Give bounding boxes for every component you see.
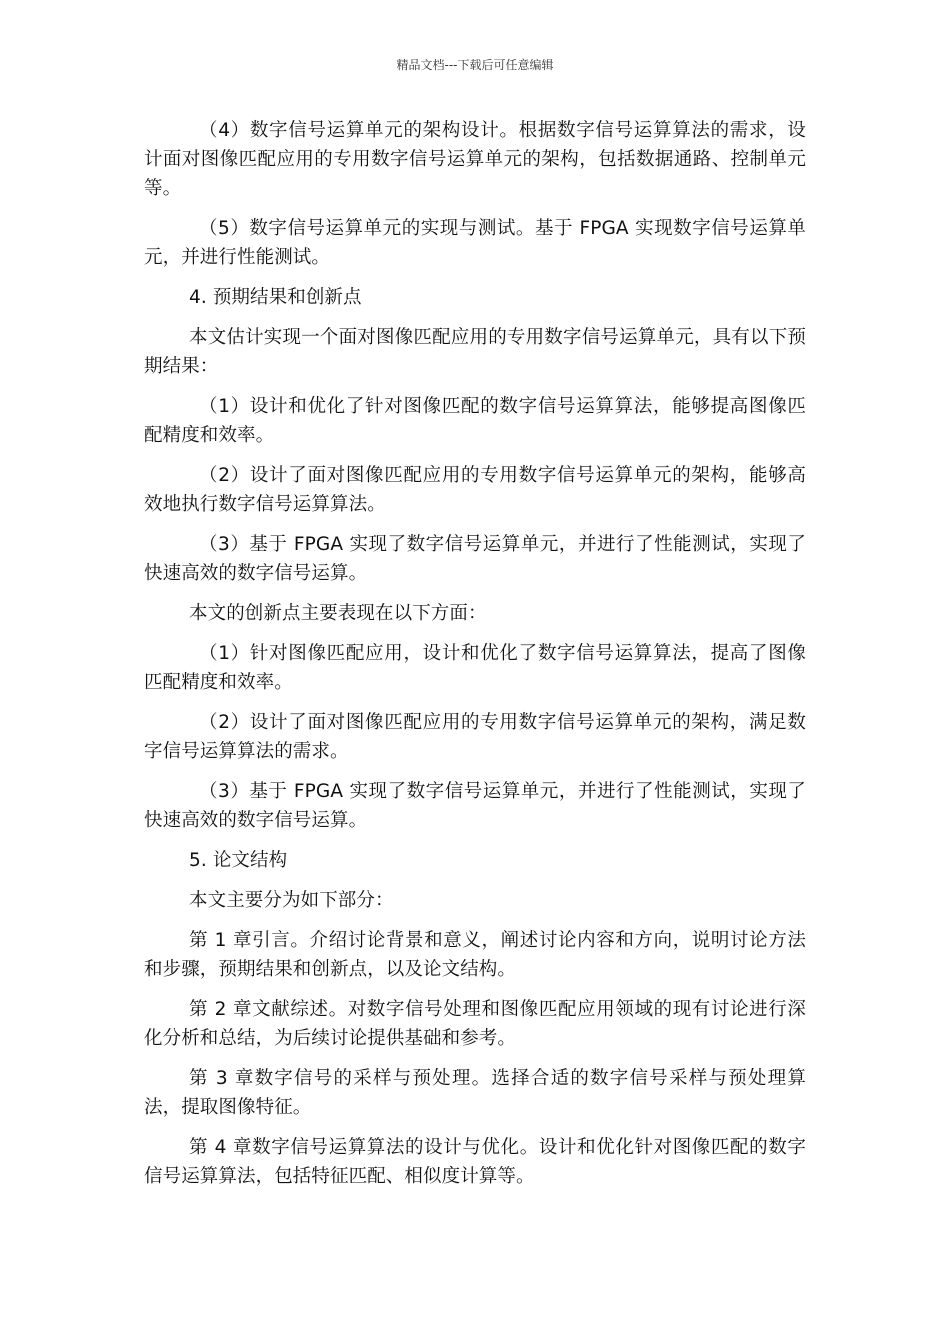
paragraph-innovation-3: （3）基于 FPGA 实现了数字信号运算单元，并进行了性能测试，实现了快速高效的数字信号运算。 <box>144 781 806 831</box>
paragraph-expected-intro: 本文估计实现一个面对图像匹配应用的专用数字信号运算单元，具有以下预期结果： <box>144 327 806 377</box>
paragraph-chapter-3: 第 3 章数字信号的采样与预处理。选择合适的数字信号采样与预处理算法，提取图像特征。 <box>144 1068 806 1118</box>
section-heading-thesis-structure: 5. 论文结构 <box>189 850 288 871</box>
paragraph-innovation-intro: 本文的创新点主要表现在以下方面： <box>189 603 487 624</box>
paragraph-result-1: （1）设计和优化了针对图像匹配的数字信号运算算法，能够提高图像匹配精度和效率。 <box>144 396 806 446</box>
paragraph-result-3: （3）基于 FPGA 实现了数字信号运算单元，并进行了性能测试，实现了快速高效的数字信号运算。 <box>144 534 806 584</box>
paragraph-item-5: （5）数字信号运算单元的实现与测试。基于 FPGA 实现数字信号运算单元，并进行性能测试。 <box>144 218 806 268</box>
paragraph-innovation-2: （2）设计了面对图像匹配应用的专用数字信号运算单元的架构，满足数字信号运算算法的需求。 <box>144 712 806 762</box>
paragraph-innovation-1: （1）针对图像匹配应用，设计和优化了数字信号运算算法，提高了图像匹配精度和效率。 <box>144 643 806 693</box>
section-heading-expected-results: 4. 预期结果和创新点 <box>189 287 362 308</box>
paragraph-structure-intro: 本文主要分为如下部分： <box>189 890 394 911</box>
paragraph-result-2: （2）设计了面对图像匹配应用的专用数字信号运算单元的架构，能够高效地执行数字信号运算算法。 <box>144 465 806 515</box>
paragraph-chapter-4: 第 4 章数字信号运算算法的设计与优化。设计和优化针对图像匹配的数字信号运算算法，包括特征匹配、相似度计算等。 <box>144 1137 806 1187</box>
paragraph-chapter-2: 第 2 章文献综述。对数字信号处理和图像匹配应用领域的现有讨论进行深化分析和总结，为后续讨论提供基础和参考。 <box>144 999 806 1049</box>
paragraph-item-4: （4）数字信号运算单元的架构设计。根据数字信号运算算法的需求，设计面对图像匹配应用的专用数字信号运算单元的架构，包括数据通路、控制单元等。 <box>144 120 806 199</box>
paragraph-chapter-1: 第 1 章引言。介绍讨论背景和意义，阐述讨论内容和方向，说明讨论方法和步骤，预期结果和创新点，以及论文结构。 <box>144 930 806 980</box>
page-header: 精品文档---下载后可任意编辑 <box>396 58 554 72</box>
document-body <box>144 116 806 1202</box>
